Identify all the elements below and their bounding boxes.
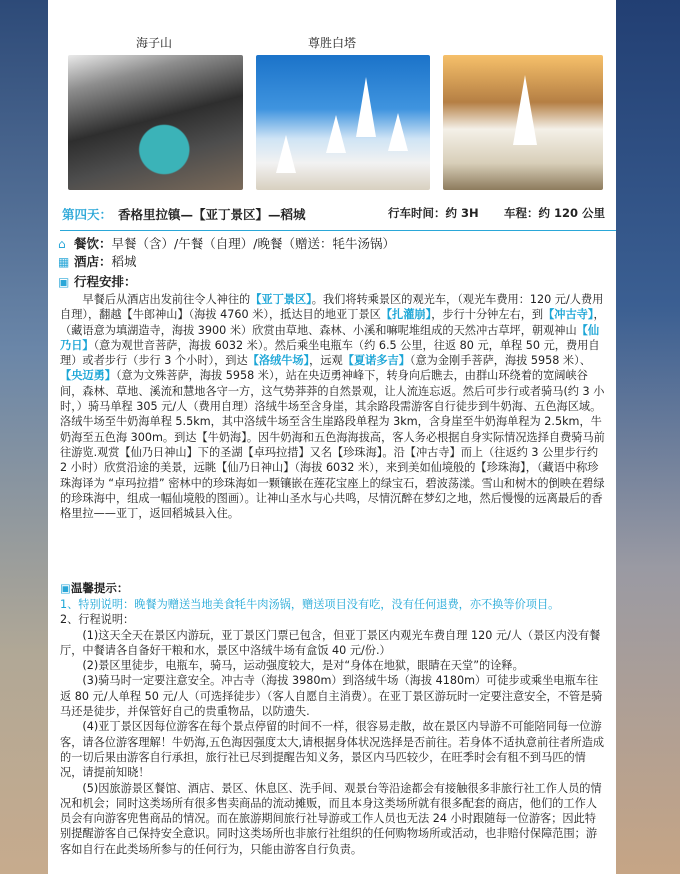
tip-item: (4)亚丁景区因每位游客在每个景点停留的时间不一样，很容易走散，故在景区内导游不可能陪同每一位游客，请各位游客理解！牛奶海,五色海因强度太大,请根据身体状况选择是否前往。若身体不适执意前往者所造成的一切后果由游客自行承担，旅行社已尽到提醒告知义务，景区内马匹较少，在旺季时会有租不到马匹的情况，请提前知晓！ <box>60 720 605 780</box>
hotel-text: 稻城 <box>111 254 137 269</box>
hotel-label: 酒店： <box>74 254 112 269</box>
itinerary-text: ，远观 <box>309 354 343 368</box>
hotel-row <box>58 252 606 270</box>
tips-title-text: 温馨提示： <box>70 581 129 595</box>
tips-title <box>60 580 128 596</box>
photo-strip <box>48 0 616 200</box>
hotel-icon: ▦ <box>58 255 70 269</box>
day-divider <box>60 230 616 231</box>
day-header <box>62 205 606 227</box>
place-chonggu: 【冲古寺】 <box>543 308 594 322</box>
background-mountain-right <box>616 0 680 874</box>
tip-item: (1)这天全天在景区内游玩，亚丁景区门票已包含，但亚丁景区内观光车费自理 120 元/人（景区内没有餐厅，中餐请各自备好干粮和水，景区中洛绒牛场有盒饭 40 元/份.） <box>60 628 601 657</box>
itinerary-label: 行程安排： <box>74 274 137 289</box>
schedule-icon: ▣ <box>58 275 70 289</box>
white-stupa-photo <box>256 55 430 190</box>
itinerary-text: （意为文殊菩萨，海拔 5958 米），站在央迈勇神峰下，转身向后瞧去，由群山环绕着的宽阔峡谷间，森林、草地、溪流和慧地各守一方，这气势莽莽的自然景观，让人流连忘返。然后可步行或者骑马(约 3 小时，）骑马单程 305 元/人（费用自理）洛绒牛场至含身崖，其余路段需游客自行徒步到牛奶海、五色海区域。洛绒牛场至牛奶海单程 5.5km，其中洛绒牛场至含生崖路段单程为 3km，含身崖至牛奶海单程为 2.5km，牛奶海至五色海 300m。到达【牛奶海】。因牛奶海和五色海海拔高，客人务必根据自身实际情况选择自费骑马前往游览.观赏【仙乃日神山】下的圣湖【卓玛拉措】又名【珍珠海】。沿【冲古寺】而上（往返约 3 公里步行约 2 小时）欣赏沿途的美景，远眺【仙乃日神山】（海拔 6032 米），来到美如仙境般的【珍珠海】，（藏语中称珍珠海译为 “卓玛拉措” 密林中的珍珠海如一颗镶嵌在莲花宝座上的绿宝石，碧波荡漾。雪山和树木的倒映在碧绿的珍珠海中，组成一幅仙境般的图画）。让神山圣水与心共鸣，尽情沉醉在梦幻之地，然后慢慢的远离最后的香格里拉——亚丁，返回稻城县入住。 <box>60 369 605 521</box>
tip-itinerary-heading: 2、行程说明： <box>60 613 135 627</box>
place-xianuoduoji: 【夏诺多吉】 <box>342 354 410 368</box>
haizi-mountain-photo <box>68 55 243 190</box>
place-luorong: 【洛绒牛场】 <box>247 354 310 368</box>
photo-caption-haizi: 海子山 <box>136 36 173 50</box>
itinerary-text: 。我们将转乘景区的观光车，（观光车费用：120 元/人费用自理），翻越【牛郎神山】（海拔 4760 米），抵达目的地亚丁景区 <box>60 293 604 322</box>
meal-icon: ⌂ <box>58 237 66 251</box>
meals-text: 早餐（含）/午餐（自理）/晚餐（赠送：牦牛汤锅） <box>111 236 395 251</box>
itinerary-text: （意为金刚手菩萨，海拔 5958 米）、 <box>409 354 591 368</box>
tip-item: (3)骑马时一定要注意安全。冲古寺（海拔 3980m）到洛绒牛场（海拔 4180m）可徒步或乘坐电瓶车往返 80 元/人单程 50 元/人（可选择徒步）（客人自愿自主消费）。在亚丁景区游玩时一定要注意安全，不管是骑马还是徒步，并保管好自己的贵重物品，以防遗失. <box>60 674 603 719</box>
itinerary-page <box>48 0 616 874</box>
tip-icon: ▣ <box>60 581 71 595</box>
drive-distance: 车程：约 120 公里 <box>504 206 606 220</box>
tip-special: 1、特别说明：晚餐为赠送当地美食牦牛肉汤锅，赠送项目没有吃，没有任何退费，亦不换等价项目。 <box>60 598 560 611</box>
meals-row <box>58 234 606 252</box>
tip-item: (5)因旅游景区餐馆、酒店、景区、休息区、洗手间、观景台等沿途都会有接触很多非旅行社工作人员的情况和机会；同时这类场所有很多售卖商品的流动摊贩，而且本身这类场所就有很多配套的商店，他们的工作人员会有向游客兜售商品的情况。而在旅游期间旅行社导游或工作人员也无法 24 小时跟随每一位游客；因此特别提醒游客自己保持安全意识。同时这类场所也非旅行社组织的任何购物场所或活动，也非赔付保障范围；游客如自行在此类场所参与的任何行为，只能由游客自行负责。 <box>60 781 602 856</box>
day-number: 第四天： <box>62 207 113 222</box>
itinerary-row <box>58 272 606 290</box>
day-title: 香格里拉镇—【亚丁景区】—稻城 <box>118 207 306 222</box>
place-yading: 【亚丁景区】 <box>250 293 312 306</box>
itinerary-text: ，（藏语意为填湖造寺，海拔 3900 米）欣赏由草地、森林、小溪和嘛呢堆组成的天然冲古草坪，朝观神山 <box>60 308 605 337</box>
background-mountain-left <box>0 0 48 874</box>
tips-body <box>60 597 606 857</box>
itinerary-text: （意为观世音菩萨，海拔 6032 米）。然后乘坐电瓶车（约 6.5 公里，往返 80 元，单程 50 元，费用自理）或者步行（步行 3 个小时），到达 <box>60 338 600 368</box>
place-xiannairi: 【仙乃日】 <box>60 323 600 352</box>
photo-caption-stupa: 尊胜白塔 <box>308 36 357 50</box>
drive-time: 行车时间：约 3H <box>388 206 479 220</box>
itinerary-text: ，步行十分钟左右，到 <box>431 308 544 322</box>
tip-item: (2)景区里徒步，电瓶车，骑马，运动强度较大，是对“身体在地狱，眼睛在天堂”的诠释。 <box>82 659 524 673</box>
place-zhaguanbeng: 【扎灌崩】 <box>380 308 432 322</box>
itinerary-text: 早餐后从酒店出发前往令人神往的 <box>82 293 251 306</box>
meals-label: 餐饮： <box>74 236 112 251</box>
place-yangmaiyong: 【央迈勇】 <box>60 369 116 383</box>
itinerary-body <box>60 292 606 521</box>
stupa-field-photo <box>443 55 603 190</box>
